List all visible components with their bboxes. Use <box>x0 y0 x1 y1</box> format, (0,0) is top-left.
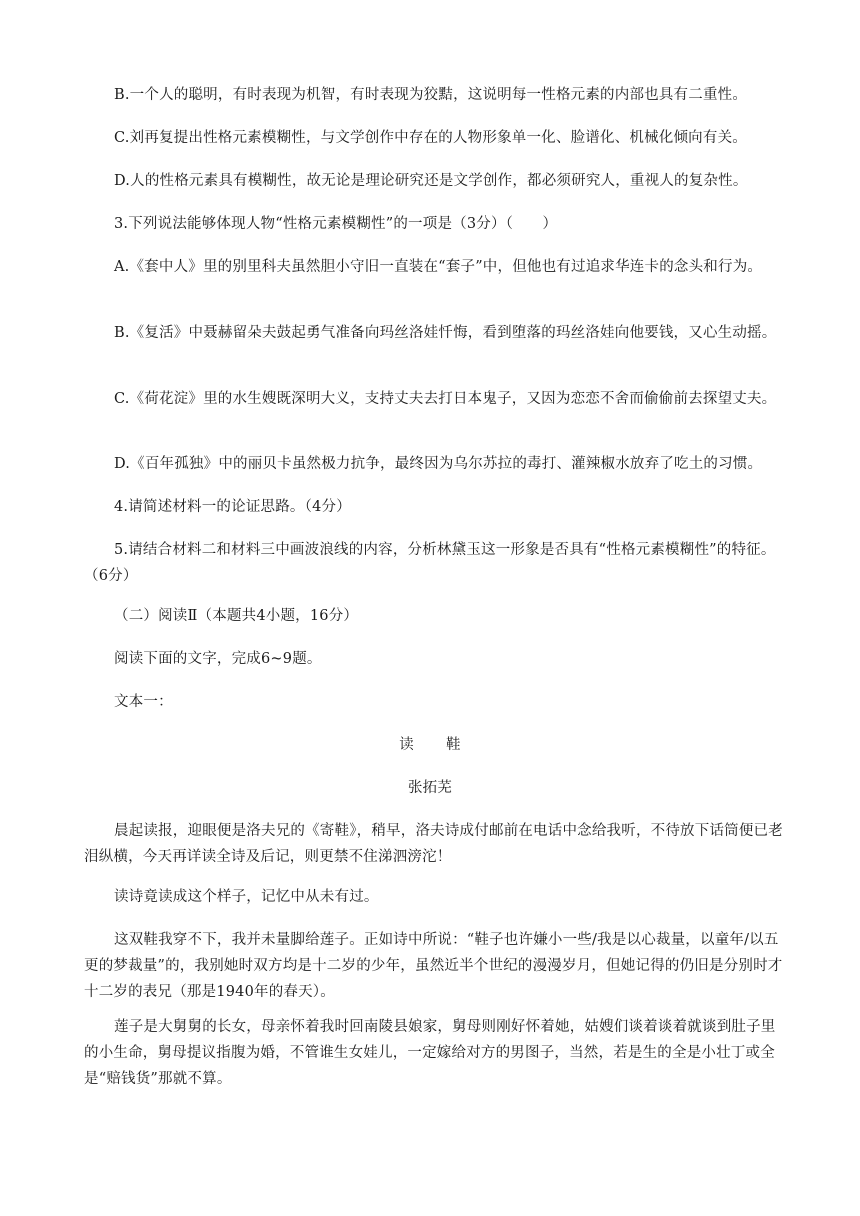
question-3: 3.下列说法能够体现人物“性格元素模糊性”的一项是（3分）（ ） <box>114 216 558 232</box>
question-4: 4.请简述材料一的论证思路。（4分） <box>114 499 351 515</box>
question-5: 5.请结合材料二和材料三中画波浪线的内容，分析林黛玉这一形象是否具有“性格元素模糊性”的特征。（6分） <box>84 542 776 584</box>
q3-option-d: D.《百年孤独》中的丽贝卡虽然极力抗争，最终因为乌尔苏拉的毒打、灌辣椒水放弃了吃土的习惯。 <box>114 456 763 472</box>
text-one-label: 文本一： <box>114 694 173 710</box>
option-c-paragraph: C.刘再复提出性格元素模糊性，与文学创作中存在的人物形象单一化、脸谱化、机械化倾向有关。 <box>114 130 747 146</box>
option-d-paragraph: D.人的性格元素具有模糊性，故无论是理论研究还是文学创作，都必须研究人，重视人的复杂性。 <box>114 173 748 189</box>
option-b-paragraph: B.一个人的聪明，有时表现为机智，有时表现为狡黠，这说明每一性格元素的内部也具有二重性。 <box>114 87 748 103</box>
article-title <box>0 732 860 758</box>
section-heading-reading-2: （二）阅读Ⅱ（本题共4小题，16分） <box>114 608 359 624</box>
q3-option-c: C.《荷花淀》里的水生嫂既深明大义，支持丈夫去打日本鬼子，又因为恋恋不舍而偷偷前去探望丈夫。 <box>114 391 777 407</box>
q3-option-a: A.《套中人》里的别里科夫虽然胆小守旧一直装在“套子”中，但他也有过追求华连卡的念头和行为。 <box>114 259 763 275</box>
article-title-char-1: 读 <box>399 737 414 753</box>
reading-instruction: 阅读下面的文字，完成6~9题。 <box>114 651 322 667</box>
body-paragraph-2: 读诗竟读成这个样子，记忆中从未有过。 <box>114 889 379 905</box>
body-paragraph-4: 莲子是大舅舅的长女，母亲怀着我时回南陵县娘家，舅母则刚好怀着她，姑嫂们谈着谈着就谈到肚子里的小生命，舅母提议指腹为婚，不管谁生女娃儿，一定嫁给对方的男图子，当然，若是生的全是小壮丁或全是“赔钱货”那就不算。 <box>84 1019 776 1087</box>
body-paragraph-3: 这双鞋我穿不下，我并未量脚给莲子。正如诗中所说：“鞋子也许嫌小一些/我是以心裁量，以童年/以五更的梦裁量”的，我别她时双方均是十二岁的少年，虽然近半个世纪的漫漫岁月，但她记得的仍旧是分别时才十二岁的表兄（那是1940年的春天）。 <box>84 932 783 1000</box>
body-paragraph-1: 晨起读报，迎眼便是洛夫兄的《寄鞋》，稍早，洛夫诗成付邮前在电话中念给我听，不待放下话筒便已老泪纵横，今天再详读全诗及后记，则更禁不住涕泗滂沱！ <box>84 823 783 865</box>
article-title-char-2: 鞋 <box>446 737 461 753</box>
q3-option-b: B.《复活》中聂赫留朵夫鼓起勇气准备向玛丝洛娃忏悔，看到堕落的玛丝洛娃向他要钱，又心生动摇。 <box>114 325 777 341</box>
article-author: 张拓芜 <box>407 780 453 796</box>
